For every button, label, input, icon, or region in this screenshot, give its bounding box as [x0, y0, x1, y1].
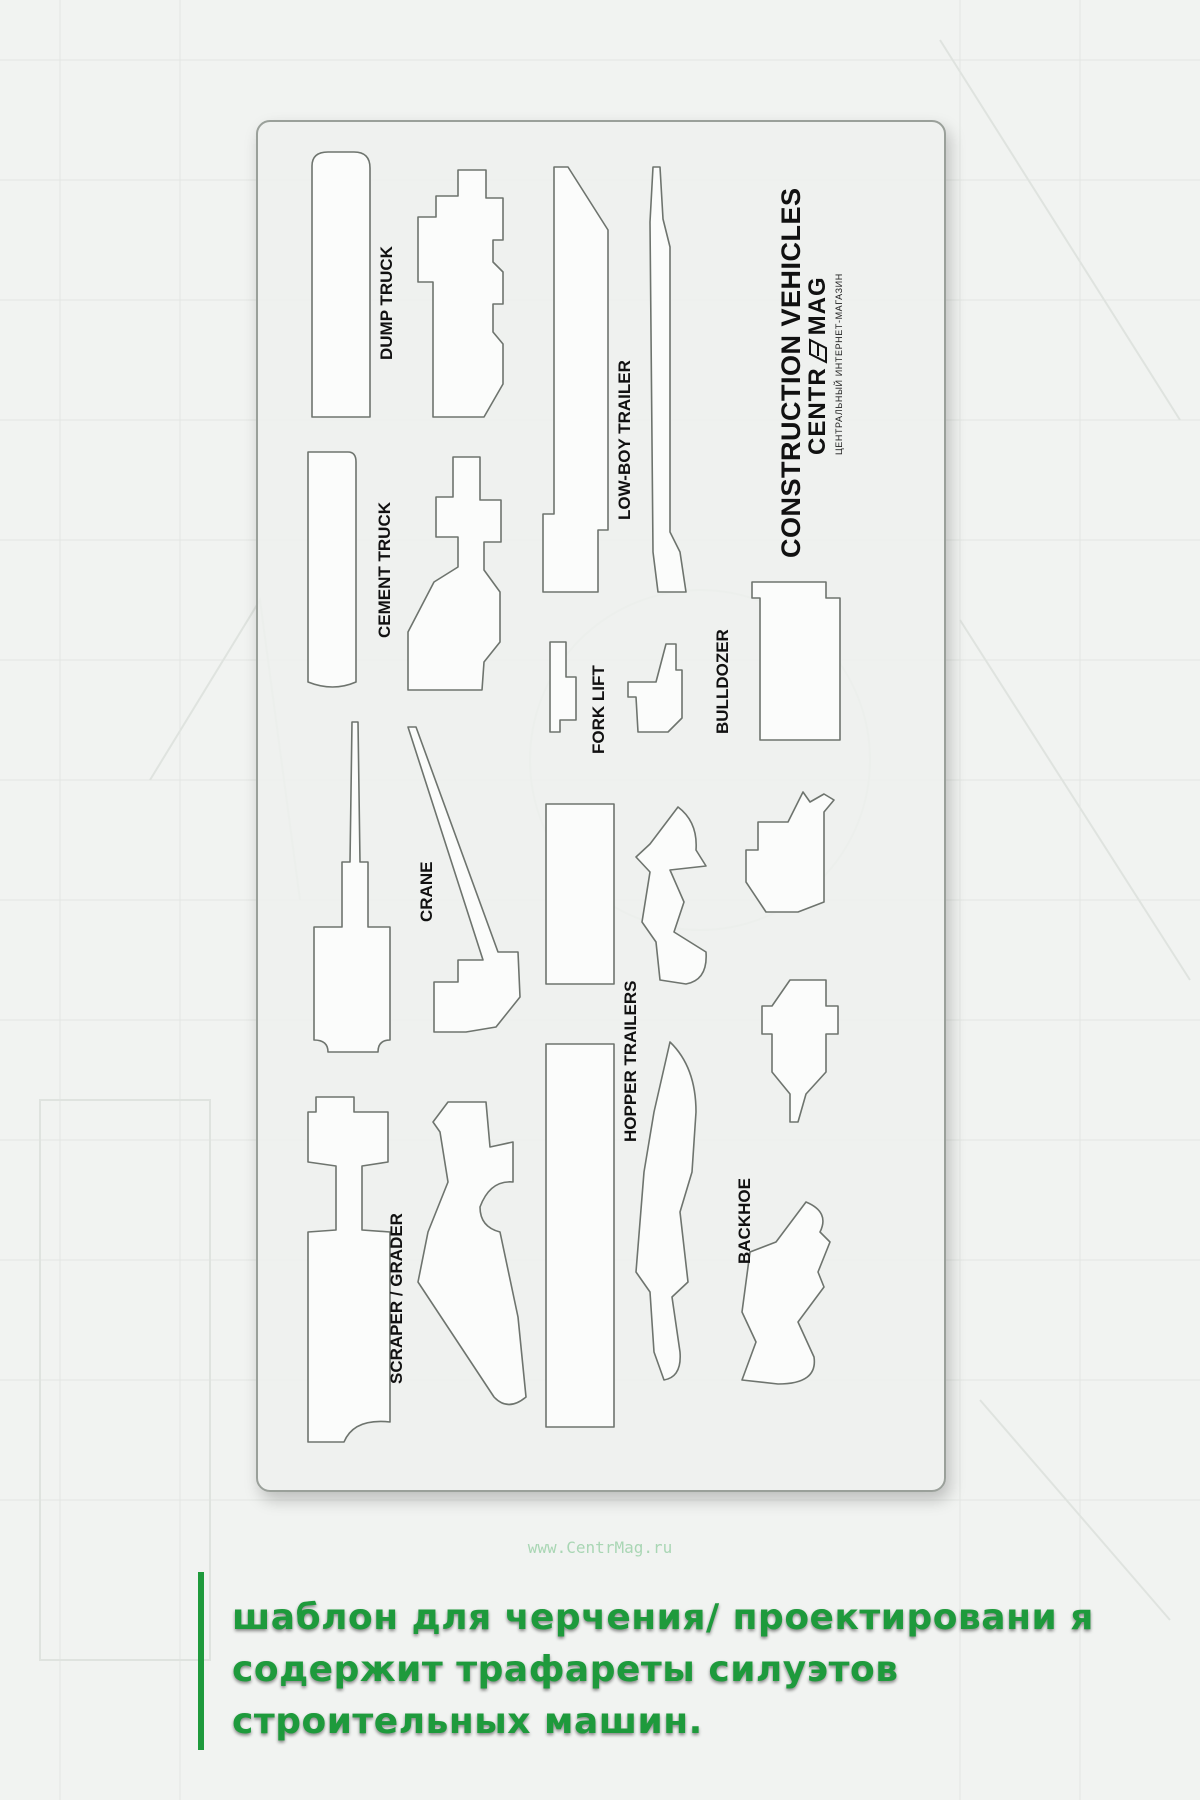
hopper-trailer-box2-cutout [546, 1044, 614, 1427]
label-crane: CRANE [417, 861, 436, 922]
dump-truck-body-cutout [312, 152, 370, 417]
vehicle-stencil-template [256, 120, 946, 1492]
label-dump-truck: DUMP TRUCK [377, 246, 396, 360]
bulldozer-cutout [752, 582, 840, 740]
label-cement-truck: CEMENT TRUCK [375, 502, 394, 638]
label-low-boy-trailer: LOW-BOY TRAILER [615, 360, 634, 520]
fork-lift-front-cutout [550, 642, 576, 732]
scraper-cutout [308, 1097, 390, 1442]
low-boy-trailer-deck-cutout [543, 167, 608, 592]
backhoe-side-cutout [742, 1202, 830, 1384]
brand-flag-icon [808, 338, 828, 364]
dump-truck-side-cutout [418, 170, 503, 417]
grader-cutout [418, 1102, 526, 1405]
cement-truck-body-cutout [308, 452, 356, 687]
brand-logo [804, 245, 860, 455]
label-hopper-trailers: HOPPER TRAILERS [621, 980, 640, 1142]
hopper-trailer-side-cutout [636, 807, 706, 984]
caption-accent-bar [198, 1572, 204, 1750]
crane-boom-base-cutout [314, 722, 390, 1052]
label-backhoe: BACKHOE [735, 1178, 754, 1264]
site-url[interactable]: www.CentrMag.ru [527, 1538, 673, 1557]
label-scraper-grader: SCRAPER / GRADER [387, 1213, 406, 1384]
backhoe-top-cutout [746, 792, 834, 912]
cement-truck-side-cutout [408, 457, 501, 690]
backhoe-arm-cutout [762, 980, 838, 1122]
hopper-trailer-box-cutout [546, 804, 614, 984]
product-caption: шаблон для черчения/ проектировани я содержит трафареты силуэтов строительных машин. [232, 1597, 1094, 1742]
fork-lift-side-cutout [628, 644, 682, 732]
brand-name-left: CENTR [804, 367, 831, 455]
brand-tagline: ЦЕНТРАЛЬНЫЙ ИНТЕРНЕТ-МАГАЗИН [834, 273, 844, 455]
low-boy-trailer-hitch-cutout [650, 167, 686, 592]
brand-name-right: MAG [804, 276, 831, 336]
label-fork-lift: FORK LIFT [589, 665, 608, 754]
label-bulldozer: BULLDOZER [713, 629, 732, 734]
hopper-trailer-side2-cutout [636, 1042, 696, 1380]
stencil-title: CONSTRUCTION VEHICLES [776, 187, 806, 558]
